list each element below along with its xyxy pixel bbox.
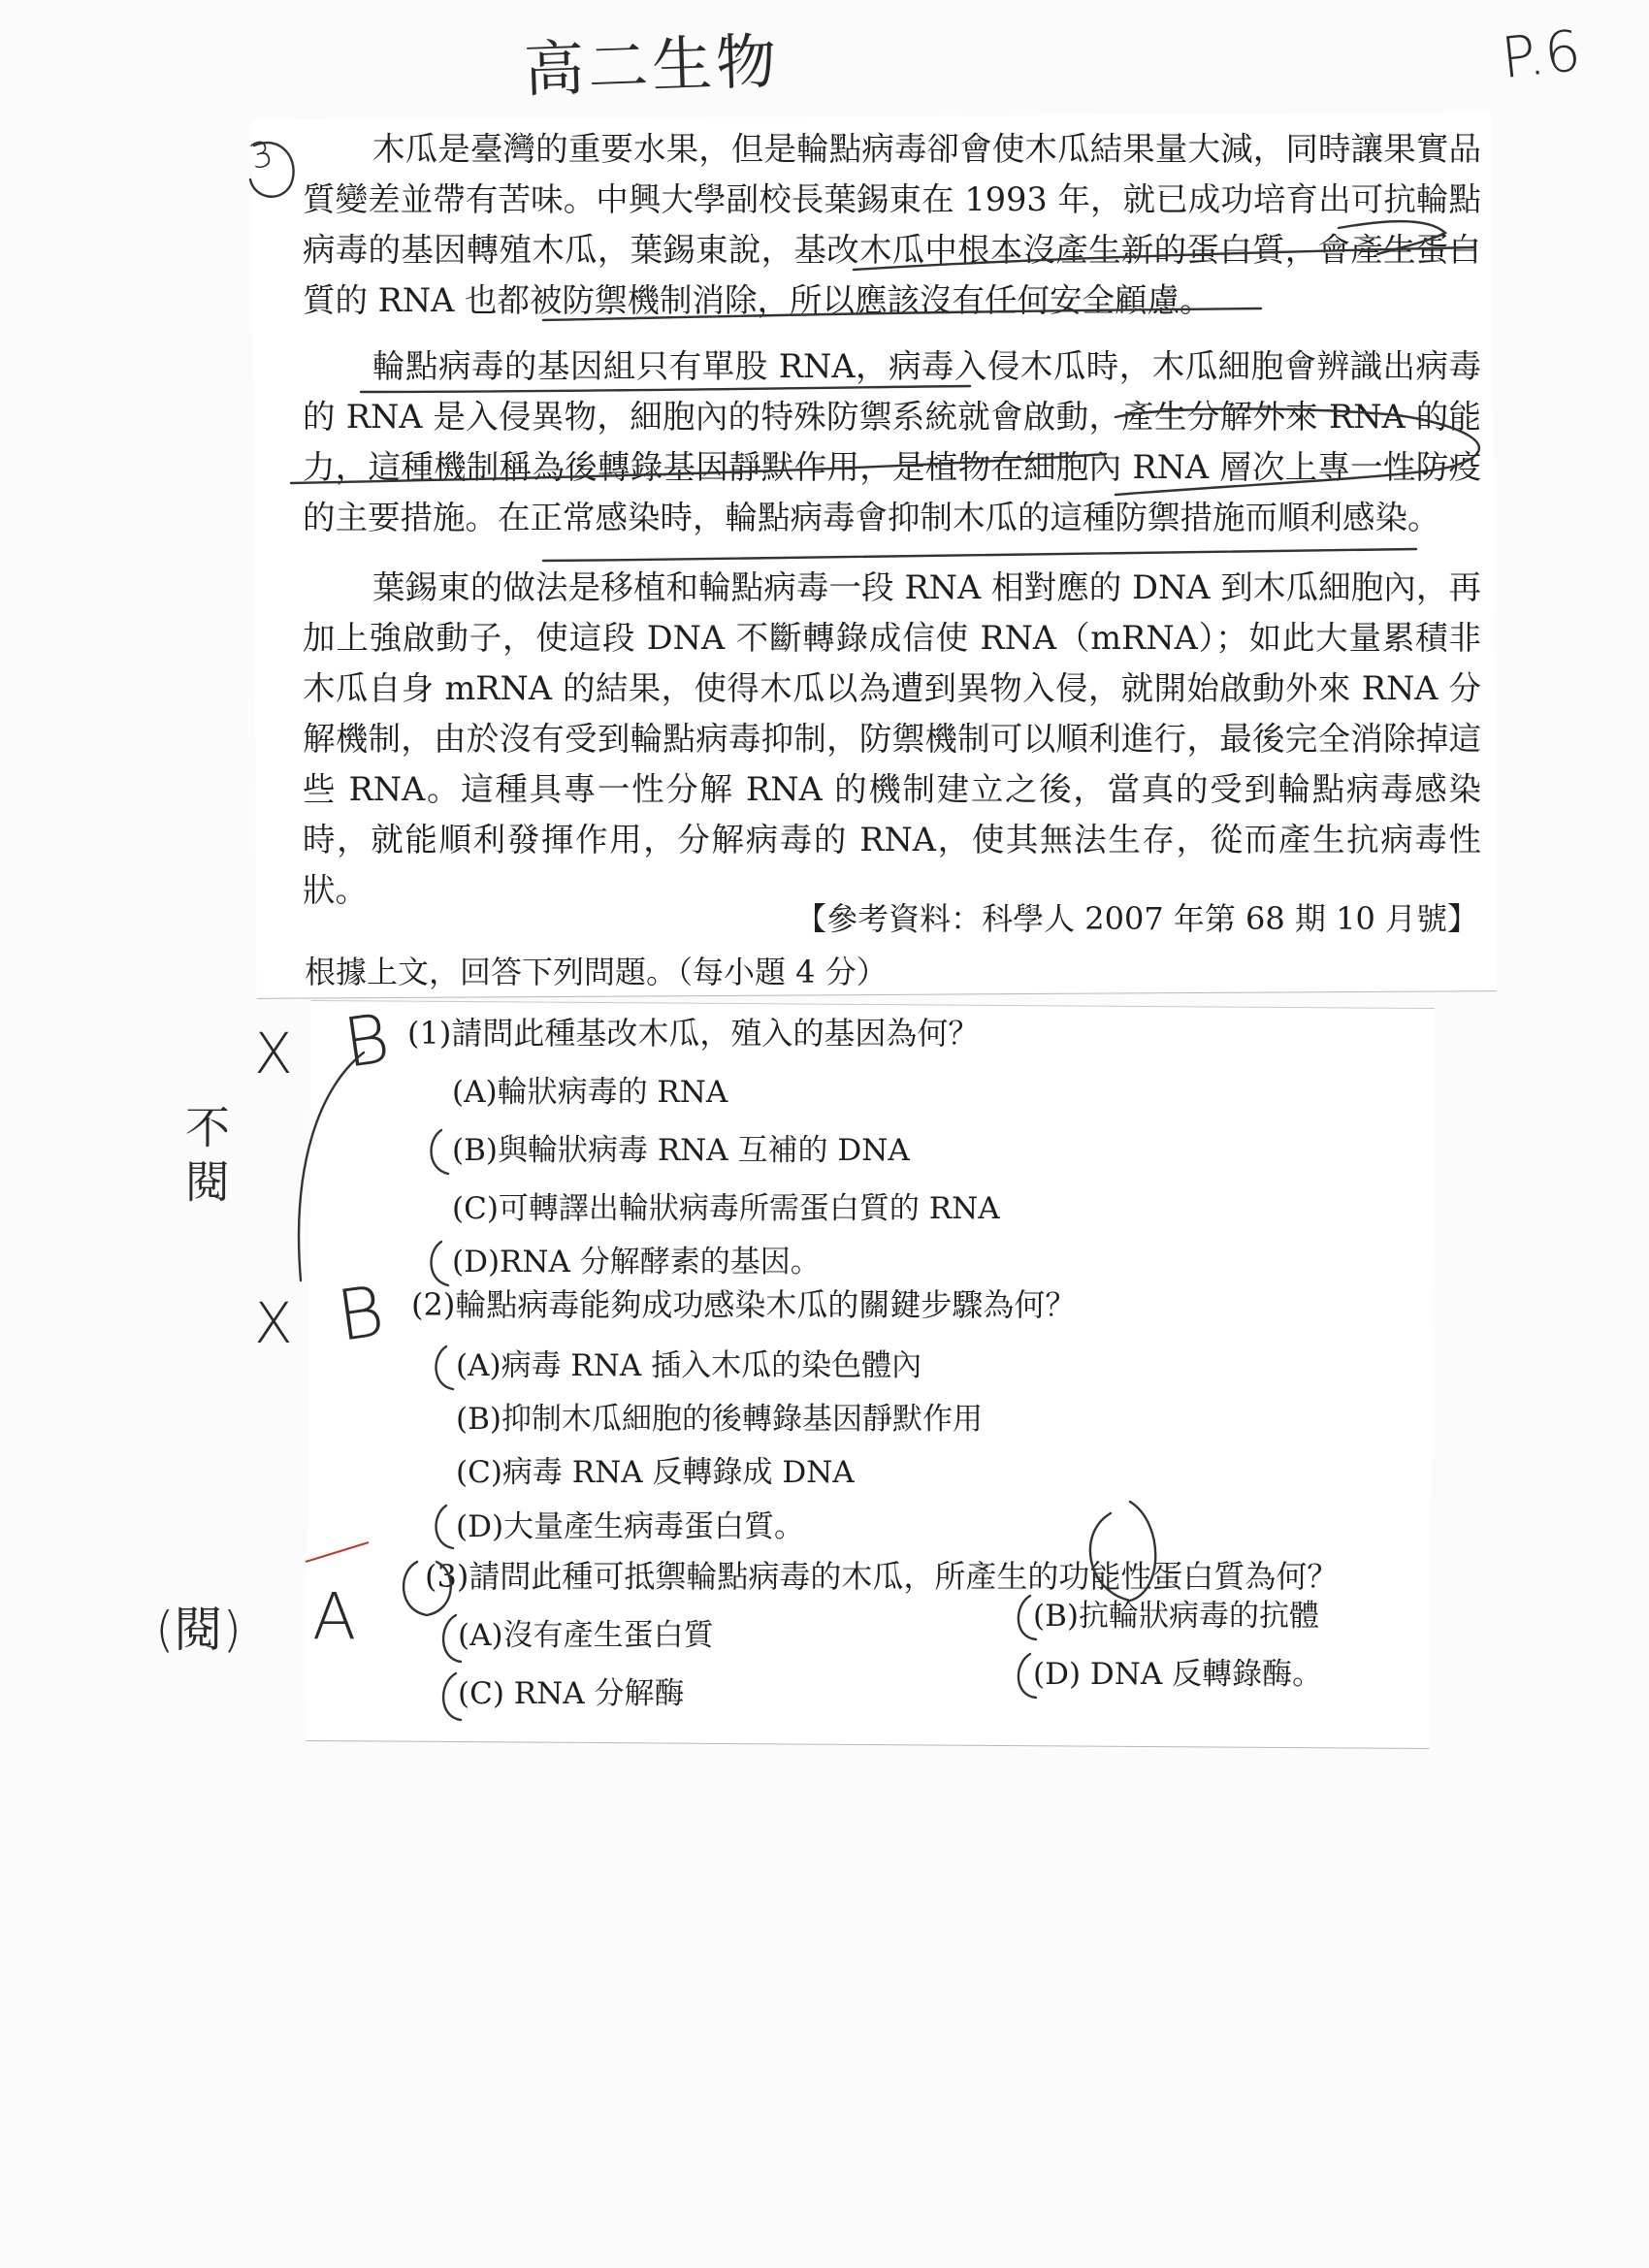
question-2-stem: (2)輪點病毒能夠成功感染木瓜的關鍵步驟為何？	[411, 1286, 1077, 1323]
handwritten-margin-note-3: (閱)	[155, 1602, 242, 1658]
passage-paragraph-1: 木瓜是臺灣的重要水果，但是輪點病毒卻會使木瓜結果量大減，同時讓果實品質變差並帶有苦味。中興大學副校長葉錫東在 1993 年，就已成功培育出可抗輪點病毒的基因轉殖木瓜，葉錫東說，基改木瓜中根本沒產生新的蛋白質，會產生蛋白質的 RNA 也都被防禦機制消除，所以應該沒有任何安全顧慮。	[303, 130, 1481, 319]
question-1-option-d: (D)RNA 分解酵素的基因。	[452, 1245, 821, 1280]
question-3-option-b: (B)抗輪狀病毒的抗體	[1033, 1599, 1319, 1634]
question-2-option-c: (C)病毒 RNA 反轉錄成 DNA	[456, 1455, 855, 1490]
question-1-option-c: (C)可轉譯出輪狀病毒所需蛋白質的 RNA	[452, 1191, 1000, 1226]
handwritten-wrong-mark-1: X	[254, 1021, 293, 1086]
question-3-option-a: (A)沒有產生蛋白質	[458, 1618, 714, 1653]
question-group-number: 3	[245, 133, 277, 178]
question-3-stem: (3)請問此種可抵禦輪點病毒的木瓜，所產生的功能性蛋白質為何？	[425, 1558, 1339, 1595]
question-1-stem: (1)請問此種基改木瓜，殖入的基因為何？	[407, 1015, 980, 1052]
question-3-option-d: (D) DNA 反轉錄酶。	[1033, 1657, 1323, 1692]
question-1-option-a: (A)輪狀病毒的 RNA	[452, 1075, 728, 1110]
passage-paragraph-3: 葉錫東的做法是移植和輪點病毒一段 RNA 相對應的 DNA 到木瓜細胞內，再加上強啟動子，使這段 DNA 不斷轉錄成信使 RNA（mRNA）；如此大量累積非木瓜自身 mRNA 的結果，使得木瓜以為遭到異物入侵，就開始啟動外來 RNA 分解機制，由於沒有受到輪點病毒抑制，防禦機制可以順利進行，最後完全消除掉這些 RNA。這種具專一性分解 RNA 的機制建立之後，當真的受到輪點病毒感染時，就能順利發揮作用，分解病毒的 RNA，使其無法生存，從而產生抗病毒性狀。	[303, 568, 1481, 909]
question-2-option-a: (A)病毒 RNA 插入木瓜的染色體內	[456, 1348, 922, 1383]
reference-source: 【參考資料：科學人 2007 年第 68 期 10 月號】	[795, 900, 1478, 937]
question-instruction: 根據上文，回答下列問題。（每小題 4 分）	[305, 954, 888, 990]
handwritten-subject-title: 高二生物	[522, 25, 782, 106]
handwritten-margin-note-1: 不閱	[178, 1104, 231, 1213]
handwritten-answer-2: B	[332, 1270, 389, 1357]
question-1-option-b: (B)與輪狀病毒 RNA 互補的 DNA	[452, 1133, 910, 1168]
question-2-option-d: (D)大量產生病毒蛋白質。	[456, 1509, 805, 1544]
handwritten-answer-1: B	[339, 998, 395, 1084]
question-2-option-b: (B)抑制木瓜細胞的後轉錄基因靜默作用	[456, 1402, 983, 1437]
handwritten-page-number: P.6	[1498, 16, 1584, 92]
handwritten-wrong-mark-2: X	[254, 1290, 293, 1356]
question-3-option-c: (C) RNA 分解酶	[458, 1676, 685, 1711]
handwritten-answer-3: A	[312, 1579, 357, 1654]
passage-paragraph-2: 輪點病毒的基因組只有單股 RNA，病毒入侵木瓜時，木瓜細胞會辨識出病毒的 RNA 是入侵異物，細胞內的特殊防禦系統就會啟動，產生分解外來 RNA 的能力，這種機制稱為後轉錄基因靜默作用，是植物在細胞內 RNA 層次上專一性防疫的主要措施。在正常感染時，輪點病毒會抑制木瓜的這種防禦措施而順利感染。	[303, 347, 1481, 536]
